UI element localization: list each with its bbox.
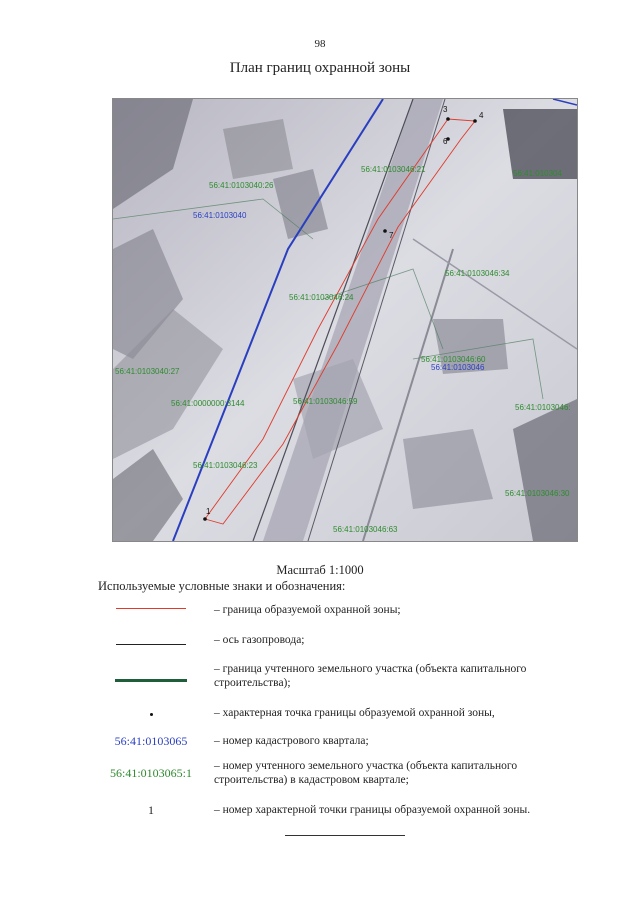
- point-number-symbol: 1: [148, 803, 154, 817]
- page-title: План границ охранной зоны: [229, 60, 411, 76]
- bottom-rule: [285, 835, 405, 836]
- point-number: 3: [443, 105, 448, 114]
- page-number: 98: [314, 38, 326, 50]
- point-number: 6: [443, 137, 448, 146]
- parcel-border-symbol: [96, 679, 206, 682]
- legend-zone-border: – граница образуемой охранной зоны;: [214, 604, 401, 616]
- zone-point-symbol: [96, 713, 206, 716]
- parcel-label: 56:41:0103040:26: [209, 181, 274, 190]
- parcel-label: 56:41:0103046:21: [361, 165, 426, 174]
- parcel-label: 56:41:0000000:3144: [171, 399, 245, 408]
- point-number: 1: [206, 507, 211, 516]
- parcel-number-symbol: 56:41:0103065:1: [109, 766, 192, 780]
- parcel-label: 56:41:0103046:60: [421, 355, 486, 364]
- quarter-label: 56:41:0103040: [193, 211, 247, 220]
- parcel-label: 56:41:0103046:63: [333, 525, 398, 534]
- parcel-label: 56:41:0103040:27: [115, 367, 180, 376]
- quarter-number-symbol: 56:41:0103065: [114, 734, 188, 748]
- quarter-label: 56:41:0103046: [431, 363, 485, 372]
- legend-parcel-border: – граница учтенного земельного участка (объекта капитального строительства);: [214, 663, 527, 689]
- legend-quarter-number: – номер кадастрового квартала;: [214, 735, 369, 747]
- aerial-photo: [113, 99, 577, 541]
- zone-border-symbol: [96, 608, 206, 609]
- legend-parcel-number: – номер учтенного земельного участка (объекта капитального строительства) в кадастровом квартале;: [214, 760, 518, 786]
- parcel-label: 56:41:0103046:: [515, 403, 571, 412]
- legend-heading: Используемые условные знаки и обозначения:: [98, 579, 346, 593]
- legend-point-number: – номер характерной точки границы образуемой охранной зоны.: [214, 804, 531, 816]
- parcel-label: 56:41:0103046:23: [193, 461, 258, 470]
- parcel-label: 56:41:0103046:24: [289, 293, 354, 302]
- legend-pipeline-axis: – ось газопровода;: [214, 634, 305, 646]
- parcel-label: 56:41:0103046:59: [293, 397, 358, 406]
- map-scale: Масштаб 1:1000: [276, 563, 364, 577]
- parcel-label: 56:41:010304: [513, 169, 562, 178]
- pipeline-axis-symbol: [96, 644, 206, 645]
- parcel-label: 56:41:0103046:34: [445, 269, 510, 278]
- point-number: 4: [479, 111, 484, 120]
- point-number: 7: [389, 231, 394, 240]
- legend-zone-point: – характерная точка границы образуемой охранной зоны,: [214, 707, 495, 719]
- aerial-map: [112, 98, 578, 542]
- parcel-label: 56:41:0103046:30: [505, 489, 570, 498]
